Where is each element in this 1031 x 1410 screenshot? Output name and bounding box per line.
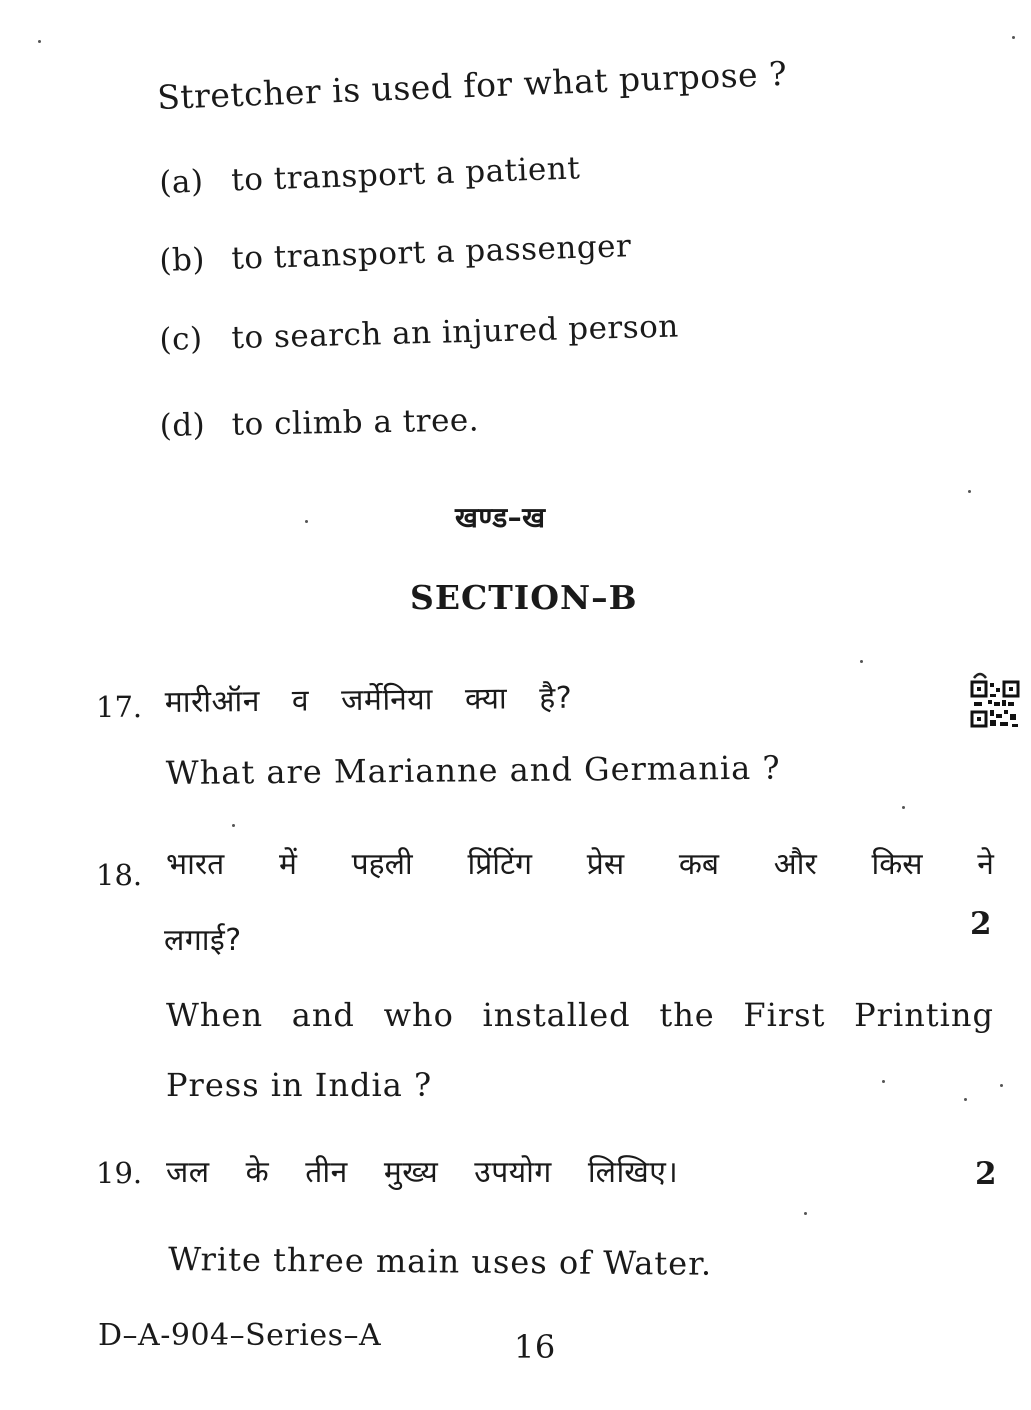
- scan-speck: [860, 660, 863, 663]
- q17-word: व: [291, 683, 310, 719]
- option-a: [159, 150, 581, 201]
- scan-speck: [804, 1212, 807, 1215]
- scan-speck: [964, 1098, 967, 1101]
- option-d-label: (d): [159, 407, 206, 444]
- question-18-english-line2: Press in India ?: [166, 1066, 433, 1104]
- q18-word: पहली: [351, 847, 413, 882]
- question-19-number: 19.: [96, 1156, 143, 1190]
- section-title-hindi: खण्ड–ख: [455, 501, 546, 534]
- q17-word: मारीऑन: [164, 684, 261, 721]
- qr-code-icon: [970, 668, 1020, 730]
- option-a-label: (a): [158, 163, 205, 201]
- scan-speck: [232, 824, 235, 827]
- q18-word: भारत: [166, 847, 225, 882]
- question-19-marks: 2: [975, 1156, 997, 1192]
- q17-word: क्या: [464, 681, 508, 717]
- option-c-label: (c): [159, 320, 204, 358]
- scan-speck: [902, 806, 905, 809]
- q18-en-word: and: [291, 996, 355, 1034]
- q18-word: और: [773, 847, 817, 882]
- q17-word: है?: [539, 680, 573, 717]
- scan-speck: [882, 1080, 885, 1083]
- question-17-hindi: [165, 676, 573, 721]
- question-18-hindi-line2: लगाई?: [164, 923, 242, 958]
- q18-word: प्रेस: [586, 847, 625, 882]
- q18-en-word: installed: [482, 996, 631, 1034]
- q18-en-word: the: [659, 996, 715, 1034]
- question-19-english: Write three main uses of Water.: [168, 1240, 713, 1283]
- scan-speck: [305, 520, 308, 523]
- page-number: 16: [514, 1328, 556, 1366]
- section-title-english: SECTION–B: [410, 578, 638, 617]
- q19-word: मुख्य: [383, 1155, 439, 1190]
- question-16-stem: Stretcher is used for what purpose ?: [156, 53, 788, 117]
- option-b-label: (b): [158, 241, 206, 279]
- question-18-english-line1: [166, 996, 994, 1034]
- q18-en-word: Printing: [854, 996, 994, 1034]
- question-17-english: What are Marianne and Germania ?: [165, 748, 781, 792]
- question-17-number: 17.: [96, 690, 143, 724]
- q18-en-word: First: [743, 996, 826, 1034]
- option-d-text: to climb a tree.: [231, 402, 480, 443]
- q17-word: जर्मेनिया: [340, 682, 434, 719]
- scan-speck: [968, 490, 971, 493]
- scan-speck: [1000, 1084, 1003, 1087]
- question-19-hindi: [166, 1150, 678, 1191]
- q19-word: लिखिए।: [587, 1155, 679, 1190]
- option-a-text: to transport a patient: [230, 150, 581, 199]
- q18-word: ने: [977, 847, 994, 882]
- scan-speck: [1012, 36, 1015, 39]
- option-b-text: to transport a passenger: [230, 228, 632, 277]
- q18-en-word: When: [166, 996, 264, 1034]
- question-18-hindi-line1: [166, 842, 994, 883]
- question-18-marks: 2: [970, 906, 992, 942]
- scan-speck: [38, 40, 41, 43]
- q19-word: उपयोग: [474, 1155, 552, 1190]
- option-c: [159, 308, 679, 358]
- q19-word: जल: [166, 1155, 210, 1190]
- q18-word: किस: [871, 847, 923, 882]
- option-d: [159, 402, 479, 444]
- q18-en-word: who: [383, 996, 454, 1034]
- option-c-text: to search an injured person: [231, 308, 680, 357]
- q18-word: कब: [678, 847, 720, 882]
- q18-word: में: [278, 847, 297, 882]
- paper-code: D–A-904–Series–A: [98, 1318, 382, 1353]
- option-b: [159, 228, 632, 279]
- q19-word: तीन: [305, 1155, 348, 1190]
- q19-word: के: [245, 1155, 270, 1190]
- q18-word: प्रिंटिंग: [467, 847, 533, 882]
- question-18-number: 18.: [96, 858, 143, 892]
